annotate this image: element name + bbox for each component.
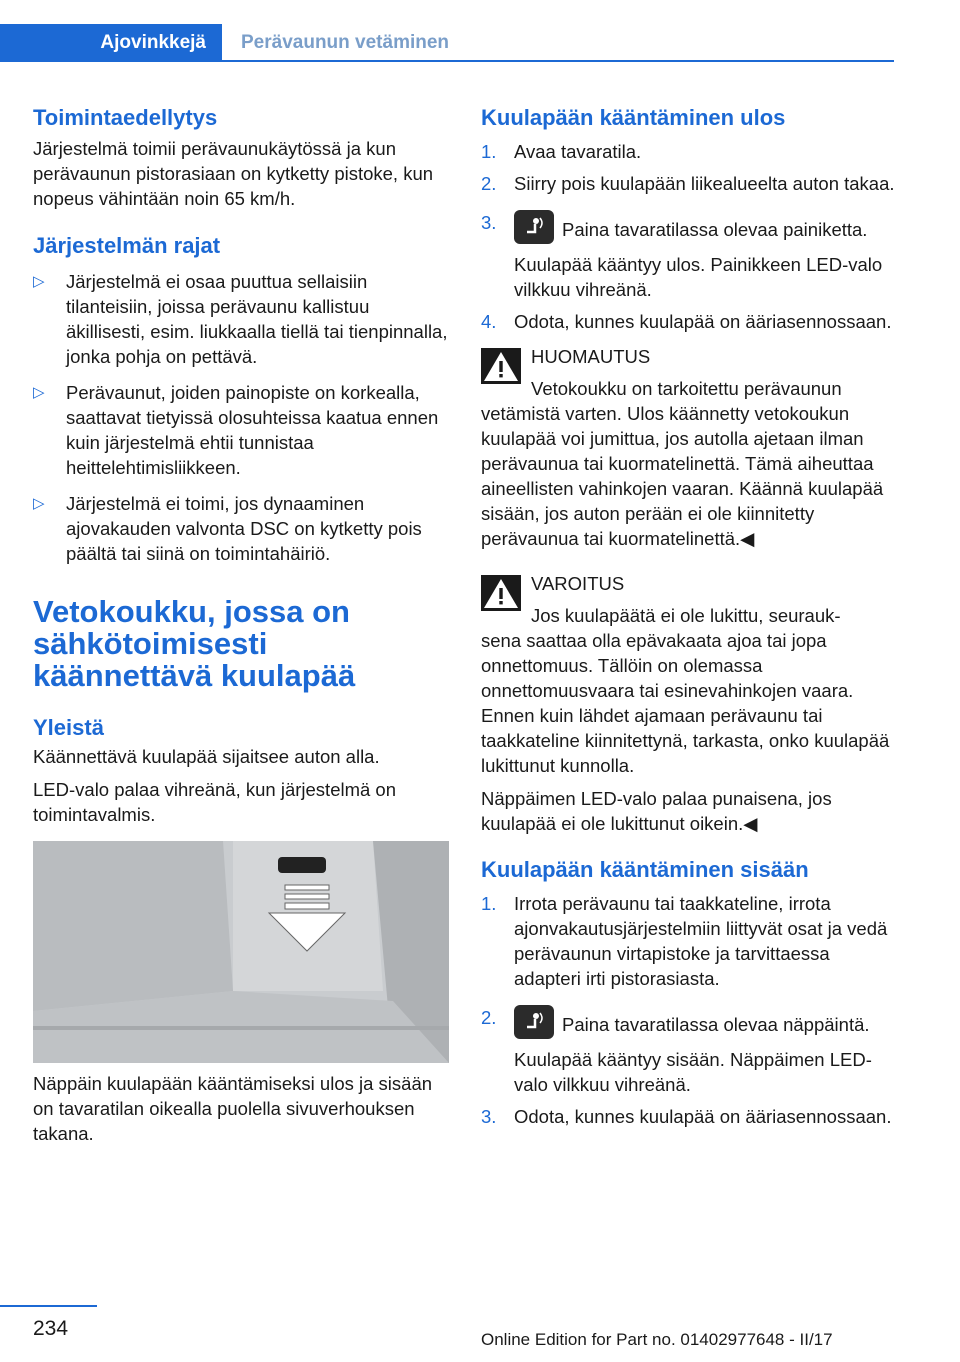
list-item: ▷ Järjestelmä ei osaa puuttua sellaisiin tilanteisiin, joissa perävaunu kallistuu äkillisesti, esim. liukkaalla tiellä tai tienpinnalla, jonka pohja on pettävä. xyxy=(33,271,448,367)
triangle-bullet-icon: ▷ xyxy=(33,495,45,512)
list-item: 2. Paina tavaratilassa olevaa näppäintä. Kuulapää kääntyy sisään. Näppäimen LED-valo vilkkuu vihreänä. xyxy=(481,1007,872,1095)
warning-triangle-icon xyxy=(481,348,521,384)
triangle-bullet-icon: ▷ xyxy=(33,384,45,401)
list-item: 2. Siirry pois kuulapään liikealueelta auton takaa. xyxy=(481,173,895,194)
list-item: 3. Odota, kunnes kuulapää on ääriasennossaan. xyxy=(481,1106,892,1127)
heading-conditions: Toimintaedellytys xyxy=(33,105,218,130)
paragraph-red-led: Näppäimen LED-valo palaa punaisena, jos kuulapää ei ole lukittunut oikein.◀ xyxy=(481,788,832,834)
list-item: ▷ Perävaunut, joiden painopiste on korkealla, saattavat tietyissä olosuhteissa kaatua ennen kuin järjestelmä ehtii tunnistaa heittelehtimisliikkeen. xyxy=(33,382,439,478)
trunk-button-illustration xyxy=(33,841,449,1063)
paragraph-general-2: LED-valo palaa vihreänä, kun järjestelmä on toimintavalmis. xyxy=(33,779,397,825)
warning-text: Jos kuulapäätä ei ole lukittu, seurauk- xyxy=(531,605,841,626)
tow-hitch-button-icon xyxy=(514,1005,554,1039)
edition-info: Online Edition for Part no. 01402977648 - II/17 xyxy=(481,1330,833,1349)
footer-rule xyxy=(0,1305,97,1307)
warning-title: VAROITUS xyxy=(531,573,625,594)
notice-box xyxy=(481,344,897,551)
page-number: 234 xyxy=(33,1317,69,1340)
trunk-photo xyxy=(33,841,449,1063)
list-item: 1. Irrota perävaunu tai taakkateline, irrota ajonvakautusjärjestelmiin liittyvät osat ja vedä perävaunun virtapistoke ja tarvittaessa adapteri irti pistorasiasta. xyxy=(481,893,888,989)
warning-triangle-icon xyxy=(481,575,521,611)
list-item: 3. Paina tavaratilassa olevaa painiketta. Kuulapää kääntyy ulos. Painikkeen LED-valo vilkkuu vihreänä. xyxy=(481,212,883,300)
fold-out-steps xyxy=(481,139,897,334)
section-title: Vetokoukku, jossa on sähkötoimisesti käännettävä kuulapää xyxy=(33,594,356,693)
right-column xyxy=(481,104,897,1136)
tab-ajovinkkeja[interactable]: Ajovinkkejä xyxy=(0,24,222,62)
list-item: 1. Avaa tavaratila. xyxy=(481,141,642,162)
notice-text-cont: vetämistä varten. Ulos käännetty vetokoukun kuulapää voi jumittua, jos autolla ajetaan ilman perävaunua tai kuormatelinettä. Tämä aiheuttaa aineellisten vahinkojen vaaran. Käännä kuulapää sisään, jos auton perään ei ole kiinnitetty perävaunua tai kuormatelinettä.◀ xyxy=(481,403,884,549)
limits-list xyxy=(33,269,449,566)
warning-text-cont: sena saattaa olla epävakaata ajoa tai jopa onnettomuus. Tällöin on olemassa onnettomuusvaara tai esinevahinkojen vaara. Ennen kuin lähdet ajamaan perävaunu tai taakkateline kiinnitettynä, tarkasta, onko kuulapää lukittunut kunnolla. xyxy=(481,630,890,776)
photo-caption: Näppäin kuulapään kääntämiseksi ulos ja sisään on tavaratilan oikealla puolella sivuverhouksen takana. xyxy=(33,1073,433,1144)
fold-in-steps xyxy=(481,891,897,1129)
triangle-bullet-icon: ▷ xyxy=(33,273,45,290)
paragraph-conditions: Järjestelmä toimii perävaunukäytössä ja kun perävaunun pistorasiaan on kytketty pistoke, kun nopeus vähintään noin 65 km/h. xyxy=(33,138,434,209)
heading-fold-in: Kuulapään kääntäminen sisään xyxy=(481,857,809,882)
heading-limits: Järjestelmän rajat xyxy=(33,233,221,258)
tab-peravaunun-vetaminen[interactable]: Perävaunun vetäminen xyxy=(241,32,450,53)
paragraph-general-1: Käännettävä kuulapää sijaitsee auton alla. xyxy=(33,746,380,767)
warning-box xyxy=(481,571,897,778)
heading-fold-out: Kuulapään kääntäminen ulos xyxy=(481,105,786,130)
notice-text: Vetokoukku on tarkoitettu perävaunun xyxy=(531,378,842,399)
tow-hitch-button-icon xyxy=(514,210,554,244)
heading-general: Yleistä xyxy=(33,715,104,740)
list-item: 4. Odota, kunnes kuulapää on ääriasennossaan. xyxy=(481,311,892,332)
notice-title: HUOMAUTUS xyxy=(531,346,651,367)
page-header xyxy=(0,24,894,62)
list-item: ▷ Järjestelmä ei toimi, jos dynaaminen ajovakauden valvonta DSC on kytketty pois päältä tai siinä on toimintahäiriö. xyxy=(33,493,422,564)
left-column xyxy=(33,104,449,1146)
